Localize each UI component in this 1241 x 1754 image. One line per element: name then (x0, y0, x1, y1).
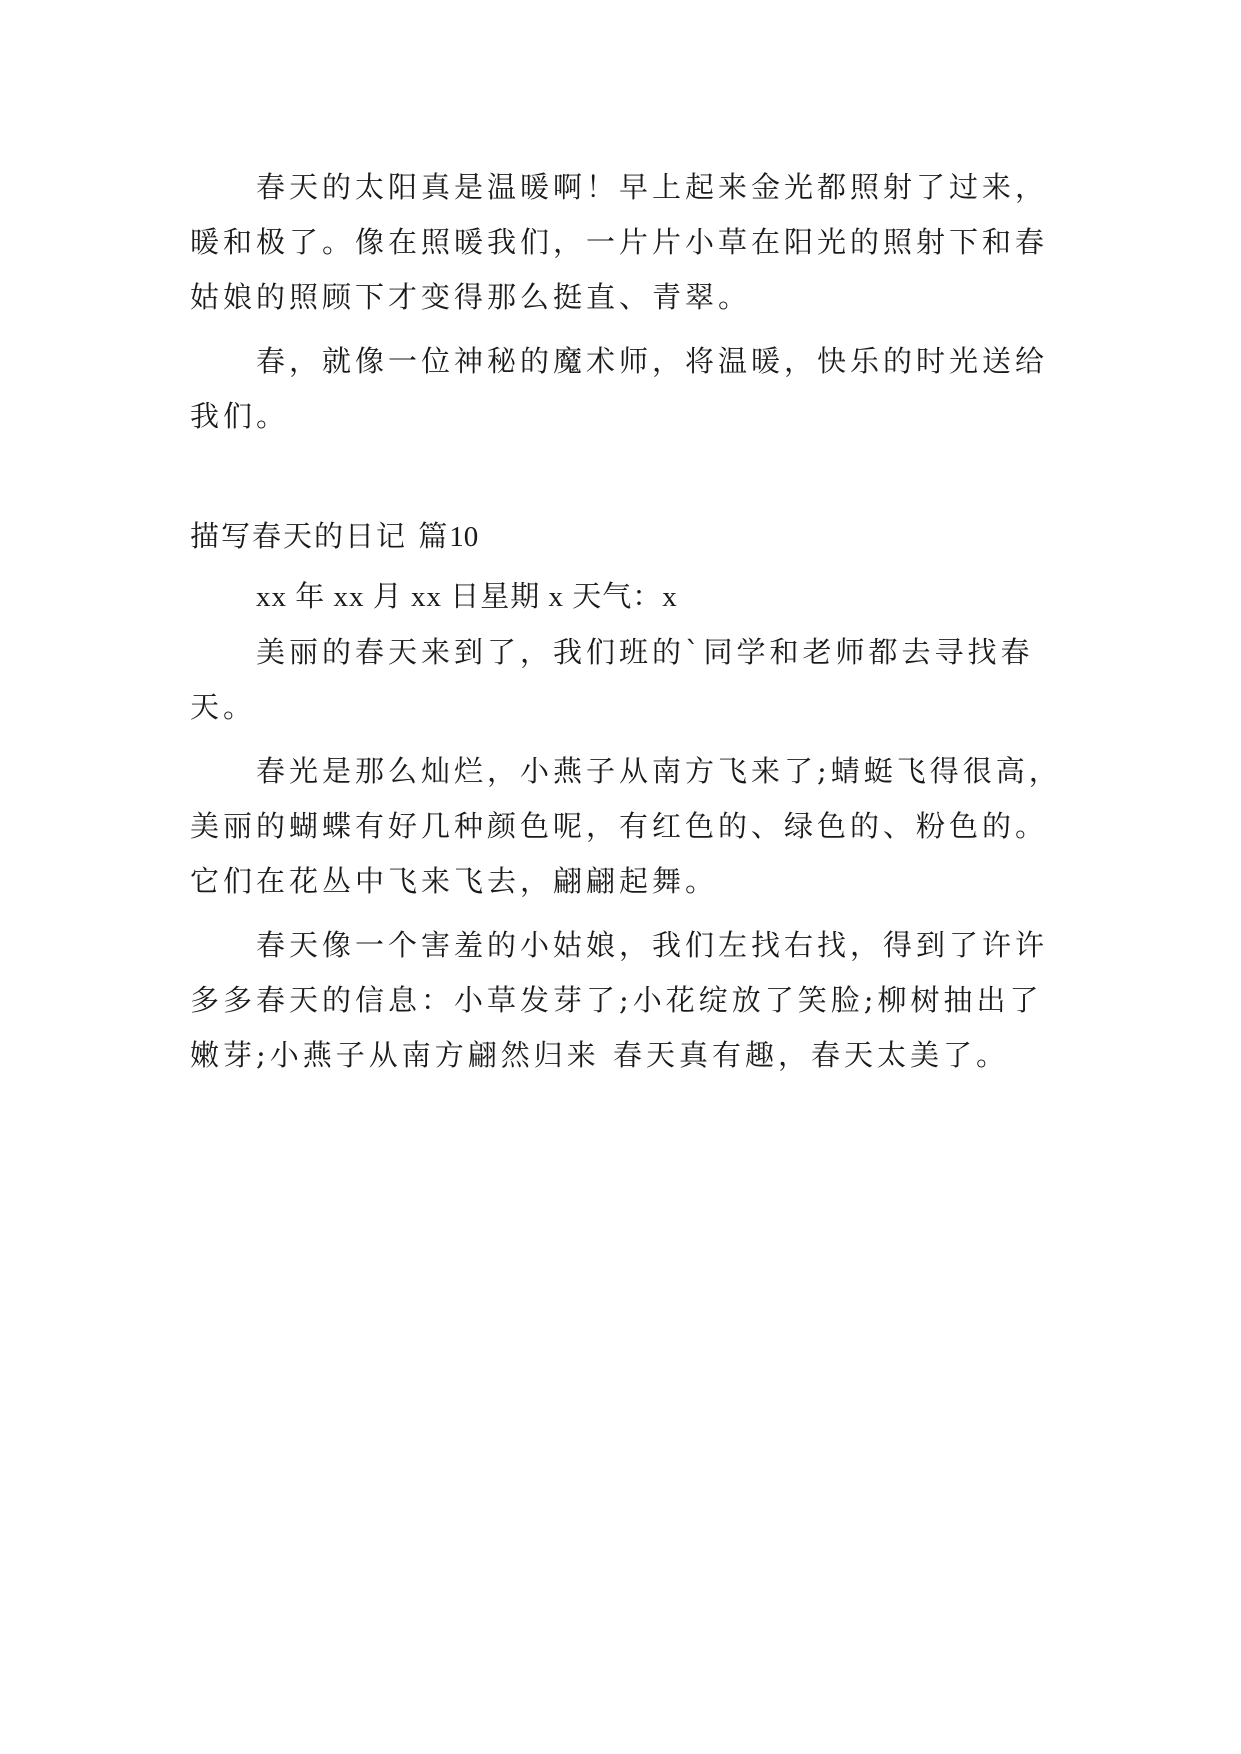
paragraph-line: 天。 (190, 690, 257, 724)
date-weather-line (190, 570, 1070, 625)
paragraph-line: 姑娘的照顾下才变得那么挺直、青翠。 (190, 280, 752, 314)
paragraph-line: 美丽的蝴蝶有好几种颜色呢，有红色的、绿色的、粉色的。 (190, 809, 1049, 843)
paragraph-line: 嫩芽;小燕子从南方翩然归来 春天真有趣，春天太美了。 (190, 1038, 1009, 1072)
paragraph-line: 美丽的春天来到了，我们班的`同学和老师都去寻找春 (256, 635, 1034, 669)
paragraph-line: 我们。 (190, 399, 290, 433)
paragraph-sun (190, 160, 1070, 325)
paragraph-magician (190, 334, 1070, 444)
paragraph-line: 春，就像一位神秘的魔术师，将温暖，快乐的时光送给 (256, 344, 1049, 378)
paragraph-line: 春光是那么灿烂，小燕子从南方飞来了;蜻蜓飞得很高， (256, 754, 1062, 788)
paragraph-shy-girl (190, 918, 1070, 1083)
paragraph-line: 春天像一个害羞的小姑娘，我们左找右找，得到了许许 (256, 928, 1049, 962)
paragraph-line: 多多春天的信息：小草发芽了;小花绽放了笑脸;柳树抽出了 (190, 983, 1043, 1017)
paragraph-line: 它们在花丛中飞来飞去，翩翩起舞。 (190, 864, 719, 898)
date-line-text: xx 年 xx 月 xx 日星期 x 天气：x (256, 581, 678, 613)
paragraph-spring-light (190, 744, 1070, 909)
paragraph-line: 暖和极了。像在照暖我们，一片片小草在阳光的照射下和春 (190, 225, 1049, 259)
section-heading-title: 描写春天的日记 篇 (190, 519, 450, 553)
paragraph-line: 春天的太阳真是温暖啊！早上起来金光都照射了过来， (256, 170, 1049, 204)
section-heading (190, 509, 1070, 565)
section-heading-number: 10 (449, 521, 479, 553)
paragraph-search-spring (190, 625, 1070, 735)
